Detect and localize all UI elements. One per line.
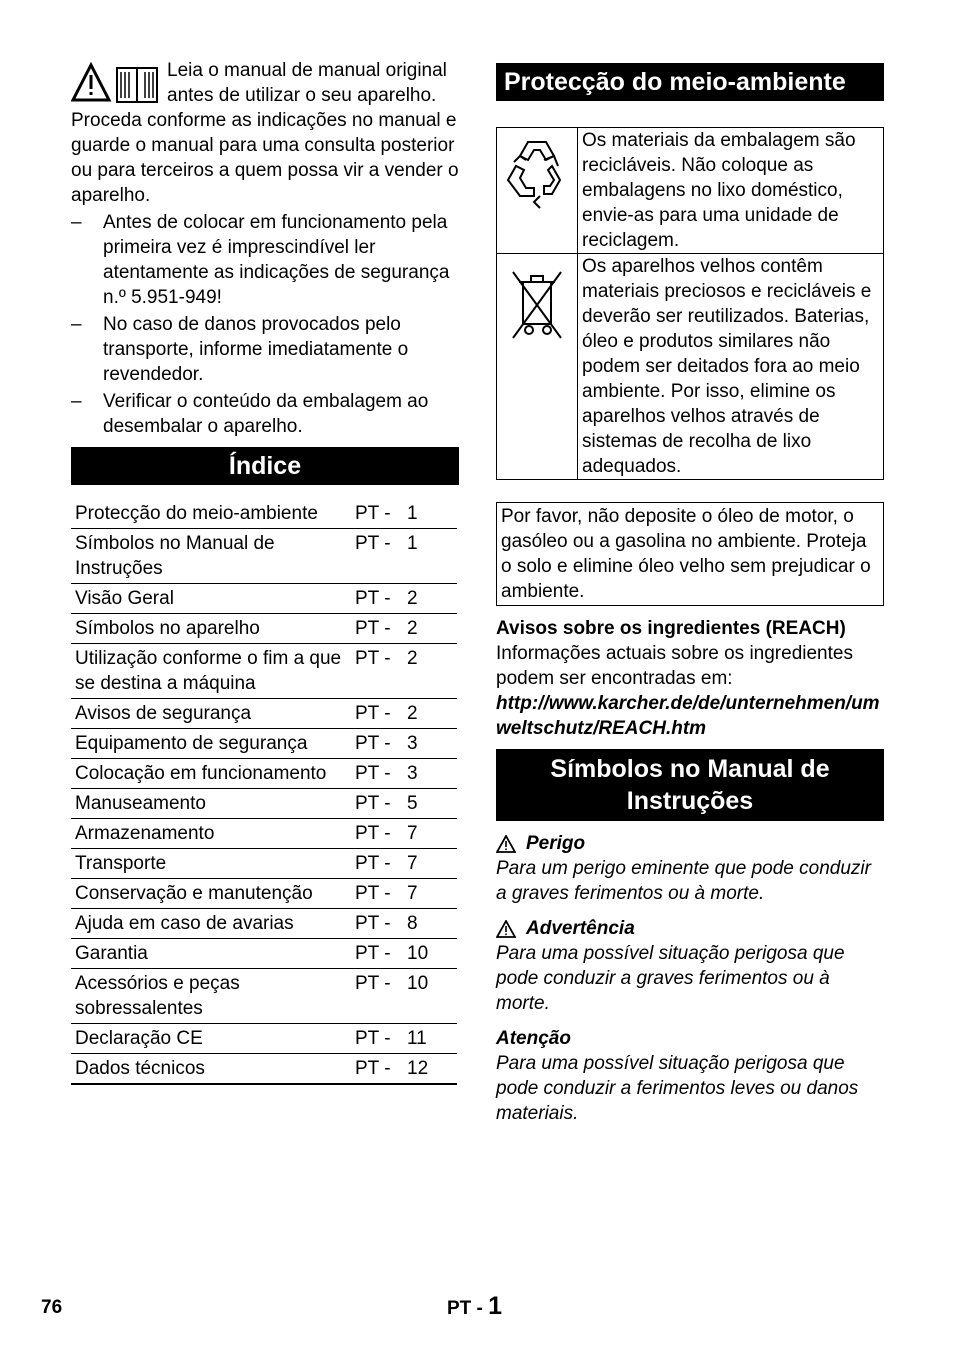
toc-row[interactable] <box>71 969 457 1024</box>
intro-section <box>71 58 459 208</box>
toc-page: 3 <box>407 729 457 759</box>
toc-page: 1 <box>407 529 457 584</box>
toc-prefix: PT - <box>355 1054 407 1085</box>
toc-row[interactable] <box>71 499 457 529</box>
toc-row[interactable] <box>71 759 457 789</box>
toc-prefix: PT - <box>355 499 407 529</box>
toc-page: 3 <box>407 759 457 789</box>
toc-page: 5 <box>407 789 457 819</box>
danger-heading <box>496 831 884 856</box>
toc-row[interactable] <box>71 789 457 819</box>
warning-triangle-icon <box>496 835 516 853</box>
environment-heading: Protecção do meio-ambiente <box>496 63 884 101</box>
toc-row[interactable] <box>71 614 457 644</box>
toc-prefix: PT - <box>355 879 407 909</box>
caution-text: Para uma possível situação perigosa que pode conduzir a ferimentos leves ou danos materiais. <box>496 1053 859 1124</box>
toc-title: Declaração CE <box>71 1024 355 1054</box>
footer-pt-label: PT - <box>447 1298 483 1319</box>
intro-bullets <box>71 210 459 439</box>
warning-text: Para uma possível situação perigosa que pode conduzir a graves ferimentos ou à morte. <box>496 943 845 1014</box>
toc-title: Garantia <box>71 939 355 969</box>
toc-page: 8 <box>407 909 457 939</box>
toc-page: 10 <box>407 969 457 1024</box>
toc-prefix: PT - <box>355 789 407 819</box>
toc-page: 7 <box>407 819 457 849</box>
toc-prefix: PT - <box>355 1024 407 1054</box>
toc-page: 7 <box>407 879 457 909</box>
manual-book-icon <box>117 68 157 102</box>
toc-row[interactable] <box>71 909 457 939</box>
toc-page: 2 <box>407 644 457 699</box>
intro-bullet: – No caso de danos provocados pelo transporte, informe imediatamente o revendedor. <box>71 314 409 385</box>
intro-bullet: – Antes de colocar em funcionamento pela primeira vez é imprescindível ler atentamente as indicações de segurança n.º 5.951-949! <box>71 212 450 308</box>
toc-title: Utilização conforme o fim a que se destina a máquina <box>71 644 355 699</box>
caution-heading <box>496 1026 884 1051</box>
toc-title: Avisos de segurança <box>71 699 355 729</box>
toc-title: Colocação em funcionamento <box>71 759 355 789</box>
toc-row[interactable] <box>71 584 457 614</box>
toc-row[interactable] <box>71 529 457 584</box>
toc-title: Equipamento de segurança <box>71 729 355 759</box>
bin-cell <box>497 254 578 480</box>
toc-title: Acessórios e peças sobressalentes <box>71 969 355 1024</box>
toc-row[interactable] <box>71 1024 457 1054</box>
toc-page: 7 <box>407 849 457 879</box>
left-column <box>71 58 459 1085</box>
toc-title: Manuseamento <box>71 789 355 819</box>
toc-table <box>71 499 457 1085</box>
warning-heading <box>496 916 884 941</box>
footer-pt <box>447 1292 502 1321</box>
toc-page: 10 <box>407 939 457 969</box>
warning-label: Advertência <box>526 918 635 939</box>
toc-prefix: PT - <box>355 529 407 584</box>
footer-pt-page: 1 <box>488 1292 503 1320</box>
caution-label: Atenção <box>496 1028 571 1049</box>
symbols-heading: Símbolos no Manual de Instruções <box>496 749 884 821</box>
toc-prefix: PT - <box>355 969 407 1024</box>
toc-prefix: PT - <box>355 644 407 699</box>
toc-title: Ajuda em caso de avarias <box>71 909 355 939</box>
toc-title: Símbolos no aparelho <box>71 614 355 644</box>
toc-row[interactable] <box>71 849 457 879</box>
toc-page: 11 <box>407 1024 457 1054</box>
crossed-bin-icon <box>507 268 567 342</box>
intro-text: Leia o manual de manual original antes de utilizar o seu aparelho. Proceda conforme as indicações no manual e guarde o manual para uma consulta posterior ou para terceiros a quem possa vir a vender o aparelho. <box>71 60 459 206</box>
toc-page: 2 <box>407 699 457 729</box>
toc-title: Símbolos no Manual de Instruções <box>71 529 355 584</box>
toc-heading: Índice <box>71 447 459 485</box>
reach-link[interactable]: http://www.karcher.de/de/unternehmen/umweltschutz/REACH.htm <box>496 693 880 739</box>
toc-prefix: PT - <box>355 939 407 969</box>
toc-row[interactable] <box>71 729 457 759</box>
toc-row[interactable] <box>71 819 457 849</box>
reach-heading: Avisos sobre os ingredientes (REACH) <box>496 618 846 639</box>
warning-triangle-icon <box>71 62 159 106</box>
toc-title: Protecção do meio-ambiente <box>71 499 355 529</box>
toc-prefix: PT - <box>355 909 407 939</box>
toc-prefix: PT - <box>355 849 407 879</box>
toc-prefix: PT - <box>355 819 407 849</box>
recycle-icon <box>500 136 574 214</box>
toc-prefix: PT - <box>355 699 407 729</box>
recycle-cell <box>497 128 578 254</box>
danger-label: Perigo <box>526 833 586 854</box>
packaging-row <box>497 128 884 254</box>
packaging-text: Os materiais da embalagem são recicláveis. Não coloque as embalagens no lixo doméstico, envie-as para uma unidade de reciclagem. <box>578 128 884 254</box>
intro-icons <box>71 62 159 106</box>
warning-triangle-icon <box>496 920 516 938</box>
old-devices-row <box>497 254 884 480</box>
toc-prefix: PT - <box>355 729 407 759</box>
toc-title: Visão Geral <box>71 584 355 614</box>
page-number: 76 <box>41 1297 63 1318</box>
toc-row[interactable] <box>71 699 457 729</box>
toc-prefix: PT - <box>355 584 407 614</box>
toc-row[interactable] <box>71 644 457 699</box>
toc-prefix: PT - <box>355 614 407 644</box>
toc-title: Armazenamento <box>71 819 355 849</box>
toc-page: 12 <box>407 1054 457 1085</box>
right-column <box>496 63 884 1126</box>
toc-row[interactable] <box>71 879 457 909</box>
toc-page: 2 <box>407 584 457 614</box>
toc-title: Dados técnicos <box>71 1054 355 1085</box>
toc-row[interactable] <box>71 939 457 969</box>
toc-page: 1 <box>407 499 457 529</box>
toc-title: Transporte <box>71 849 355 879</box>
danger-text: Para um perigo eminente que pode conduzir a graves ferimentos ou à morte. <box>496 858 871 904</box>
intro-bullet: – Verificar o conteúdo da embalagem ao desembalar o aparelho. <box>71 391 429 437</box>
toc-title: Conservação e manutenção <box>71 879 355 909</box>
toc-prefix: PT - <box>355 759 407 789</box>
oil-note: Por favor, não deposite o óleo de motor, o gasóleo ou a gasolina no ambiente. Proteja o solo e elimine óleo velho sem prejudicar o ambiente. <box>496 502 884 606</box>
toc-row[interactable] <box>71 1054 457 1085</box>
old-devices-text: Os aparelhos velhos contêm materiais preciosos e recicláveis e deverão ser reutilizados. Baterias, óleo e produtos similares não podem ser deitados fora ao meio ambiente. Por isso, elimine os aparelhos velhos através de sistemas de recolha de lixo adequados. <box>578 254 884 480</box>
toc-page: 2 <box>407 614 457 644</box>
environment-table <box>496 127 884 480</box>
reach-text: Informações actuais sobre os ingredientes podem ser encontradas em: <box>496 643 853 689</box>
